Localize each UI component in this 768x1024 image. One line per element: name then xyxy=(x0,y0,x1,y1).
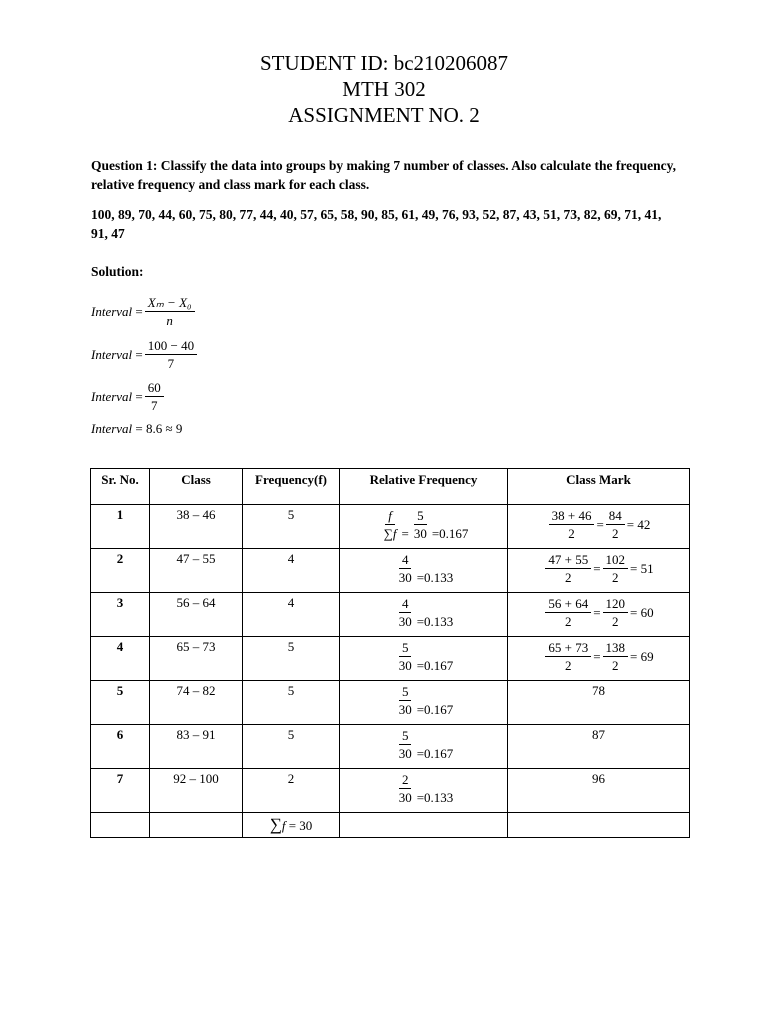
cell-relative-frequency xyxy=(340,769,508,813)
table-total-row xyxy=(91,813,690,838)
fraction xyxy=(545,595,591,630)
fraction-denominator: 30 xyxy=(398,746,412,761)
interval-label: Interval xyxy=(91,421,133,436)
data-values: 100, 89, 70, 44, 60, 75, 80, 77, 44, 40, 57, 65, 58, 90, 85, 61, 49, 76, 93, 52, 87, 43, 51, 73, 82, 69, 71, 41, 91, 47 xyxy=(91,207,662,241)
fraction-denominator: 2 xyxy=(565,658,572,673)
cell-class-mark xyxy=(508,505,690,549)
fraction-denominator: 7 xyxy=(167,356,175,371)
cell-frequency: 5 xyxy=(243,681,340,725)
fraction-numerator: 65 + 73 xyxy=(545,639,591,657)
fraction-numerator: 4 xyxy=(399,595,412,613)
table-row xyxy=(91,549,690,593)
fraction-numerator: 100 − 40 xyxy=(145,337,197,355)
fraction-denominator: 30 xyxy=(398,658,412,673)
table-header-row xyxy=(91,469,690,505)
cell-class-mark xyxy=(508,681,690,725)
relative-frequency-value: =0.167 xyxy=(416,658,454,673)
fraction-numerator: 84 xyxy=(606,507,625,525)
equals-sign: = xyxy=(135,303,143,319)
solution-label: Solution: xyxy=(91,264,144,279)
fraction-numerator: 138 xyxy=(603,639,629,657)
cell-class: 92 – 100 xyxy=(150,769,243,813)
cell-class: 65 – 73 xyxy=(150,637,243,681)
interval-simplified xyxy=(91,379,166,414)
cell-total-frequency xyxy=(243,813,340,838)
fraction-denominator: 2 xyxy=(612,526,619,541)
course-code: MTH 302 xyxy=(342,77,426,101)
cell-class-mark xyxy=(508,769,690,813)
f-over-sum-f xyxy=(381,507,400,542)
equals-sign: = xyxy=(593,604,601,620)
fraction xyxy=(145,294,195,329)
fraction-denominator: 30 xyxy=(413,526,427,541)
fraction-numerator: f xyxy=(385,507,395,525)
cell-sr-no: 1 xyxy=(91,505,150,549)
cell-frequency: 5 xyxy=(243,505,340,549)
frequency-table xyxy=(90,468,690,838)
cell-class: 47 – 55 xyxy=(150,549,243,593)
interval-label: Interval xyxy=(91,388,133,404)
total-value: = 30 xyxy=(288,818,313,833)
cell-frequency: 5 xyxy=(243,725,340,769)
interval-value: 8.6 ≈ 9 xyxy=(146,421,183,436)
class-mark-value: = 69 xyxy=(630,648,654,664)
cell-class: 56 – 64 xyxy=(150,593,243,637)
cell-class: 74 – 82 xyxy=(150,681,243,725)
class-mark-value: = 51 xyxy=(630,560,654,576)
cell-frequency: 4 xyxy=(243,593,340,637)
fraction-numerator: 4 xyxy=(399,551,412,569)
fraction xyxy=(549,507,595,542)
header-class-mark: Class Mark xyxy=(508,469,690,505)
fraction xyxy=(145,379,164,414)
relative-frequency-value: =0.167 xyxy=(431,526,469,541)
header-class: Class xyxy=(150,469,243,505)
fraction-numerator: 56 + 64 xyxy=(545,595,591,613)
fraction xyxy=(145,337,197,372)
equals-sign: = xyxy=(593,560,601,576)
fraction xyxy=(603,639,629,674)
cell-frequency: 5 xyxy=(243,637,340,681)
fraction-numerator: 60 xyxy=(145,379,164,397)
empty-cell xyxy=(508,813,690,838)
fraction-denominator: 30 xyxy=(398,790,412,805)
cell-class: 38 – 46 xyxy=(150,505,243,549)
fraction xyxy=(396,727,415,762)
question-text: Question 1: Classify the data into groups by making 7 number of classes. Also calculate the frequency, relative frequency and class mark for each class. xyxy=(91,158,677,192)
header-sr-no: Sr. No. xyxy=(91,469,150,505)
cell-relative-frequency xyxy=(340,637,508,681)
fraction xyxy=(603,595,629,630)
fraction xyxy=(396,771,415,806)
cell-sr-no: 3 xyxy=(91,593,150,637)
fraction-numerator: 2 xyxy=(399,771,412,789)
cell-relative-frequency xyxy=(340,549,508,593)
equals-sign: = xyxy=(135,388,143,404)
class-mark-value: = 42 xyxy=(626,516,651,532)
assignment-title: ASSIGNMENT NO. 2 xyxy=(288,103,480,127)
fraction-denominator: 30 xyxy=(398,702,412,717)
fraction-numerator: 5 xyxy=(399,727,412,745)
cell-sr-no: 6 xyxy=(91,725,150,769)
fraction-denominator: 7 xyxy=(151,398,158,413)
document-header xyxy=(0,50,768,128)
fraction-denominator: 2 xyxy=(568,526,575,541)
fraction xyxy=(396,551,415,586)
header-frequency: Frequency(f) xyxy=(243,469,340,505)
fraction-denominator: 2 xyxy=(612,570,619,585)
cell-frequency: 4 xyxy=(243,549,340,593)
cell-class-mark xyxy=(508,593,690,637)
cell-sr-no: 7 xyxy=(91,769,150,813)
cell-sr-no: 5 xyxy=(91,681,150,725)
cell-class-mark xyxy=(508,549,690,593)
fraction xyxy=(603,551,629,586)
cell-class-mark xyxy=(508,637,690,681)
equals-sign: = xyxy=(596,516,604,532)
fraction-denominator: 30 xyxy=(398,570,412,585)
fraction-numerator: 47 + 55 xyxy=(545,551,591,569)
cell-relative-frequency xyxy=(340,725,508,769)
equals-sign: = xyxy=(135,346,143,362)
sigma-symbol: ∑ xyxy=(269,815,282,834)
fraction-denominator: 2 xyxy=(612,614,619,629)
fraction xyxy=(396,683,415,718)
cell-frequency: 2 xyxy=(243,769,340,813)
cell-sr-no: 4 xyxy=(91,637,150,681)
relative-frequency-value: =0.167 xyxy=(416,746,454,761)
equals-sign: = xyxy=(593,648,601,664)
fraction-numerator: 5 xyxy=(414,507,427,525)
fraction-denominator: 2 xyxy=(565,570,572,585)
relative-frequency-value: =0.133 xyxy=(416,614,454,629)
cell-class-mark xyxy=(508,725,690,769)
fraction-numerator: 102 xyxy=(603,551,629,569)
fraction xyxy=(545,551,591,586)
equals-sign: = xyxy=(401,526,409,541)
fraction-denominator: ∑f xyxy=(383,526,397,541)
class-mark-value: 78 xyxy=(592,683,605,698)
interval-formula xyxy=(91,294,197,329)
fraction-denominator: 2 xyxy=(612,658,619,673)
cell-relative-frequency xyxy=(340,505,508,549)
fraction-numerator: Xₘ − X₀ xyxy=(145,294,195,312)
fraction-numerator: 5 xyxy=(399,683,412,701)
fraction xyxy=(545,639,591,674)
empty-cell xyxy=(91,813,150,838)
cell-relative-frequency xyxy=(340,681,508,725)
empty-cell xyxy=(340,813,508,838)
fraction-numerator: 120 xyxy=(603,595,629,613)
table-row xyxy=(91,681,690,725)
empty-cell xyxy=(150,813,243,838)
fraction xyxy=(606,507,625,542)
fraction xyxy=(396,595,415,630)
class-mark-value: 96 xyxy=(592,771,605,786)
header-relative-frequency: Relative Frequency xyxy=(340,469,508,505)
table-row xyxy=(91,593,690,637)
class-mark-value: 87 xyxy=(592,727,605,742)
cell-relative-frequency xyxy=(340,593,508,637)
relative-frequency-value: =0.133 xyxy=(416,570,454,585)
fraction-denominator: n xyxy=(166,313,173,328)
fraction xyxy=(411,507,430,542)
fraction-numerator: 5 xyxy=(399,639,412,657)
interval-label: Interval xyxy=(91,303,133,319)
cell-class: 83 – 91 xyxy=(150,725,243,769)
table-row xyxy=(91,725,690,769)
class-mark-value: = 60 xyxy=(630,604,654,620)
table-row xyxy=(91,769,690,813)
table-row xyxy=(91,637,690,681)
relative-frequency-value: =0.167 xyxy=(416,702,454,717)
cell-sr-no: 2 xyxy=(91,549,150,593)
student-id: STUDENT ID: bc210206087 xyxy=(259,51,509,75)
interval-result xyxy=(91,421,182,437)
f-symbol: f xyxy=(281,818,286,833)
fraction-denominator: 2 xyxy=(565,614,572,629)
interval-label: Interval xyxy=(91,346,133,362)
fraction-numerator: 38 + 46 xyxy=(549,507,595,525)
equals-sign: = xyxy=(135,421,143,436)
interval-substitution xyxy=(91,337,199,372)
relative-frequency-value: =0.133 xyxy=(416,790,454,805)
fraction-denominator: 30 xyxy=(398,614,412,629)
fraction xyxy=(396,639,415,674)
table-row xyxy=(91,505,690,549)
